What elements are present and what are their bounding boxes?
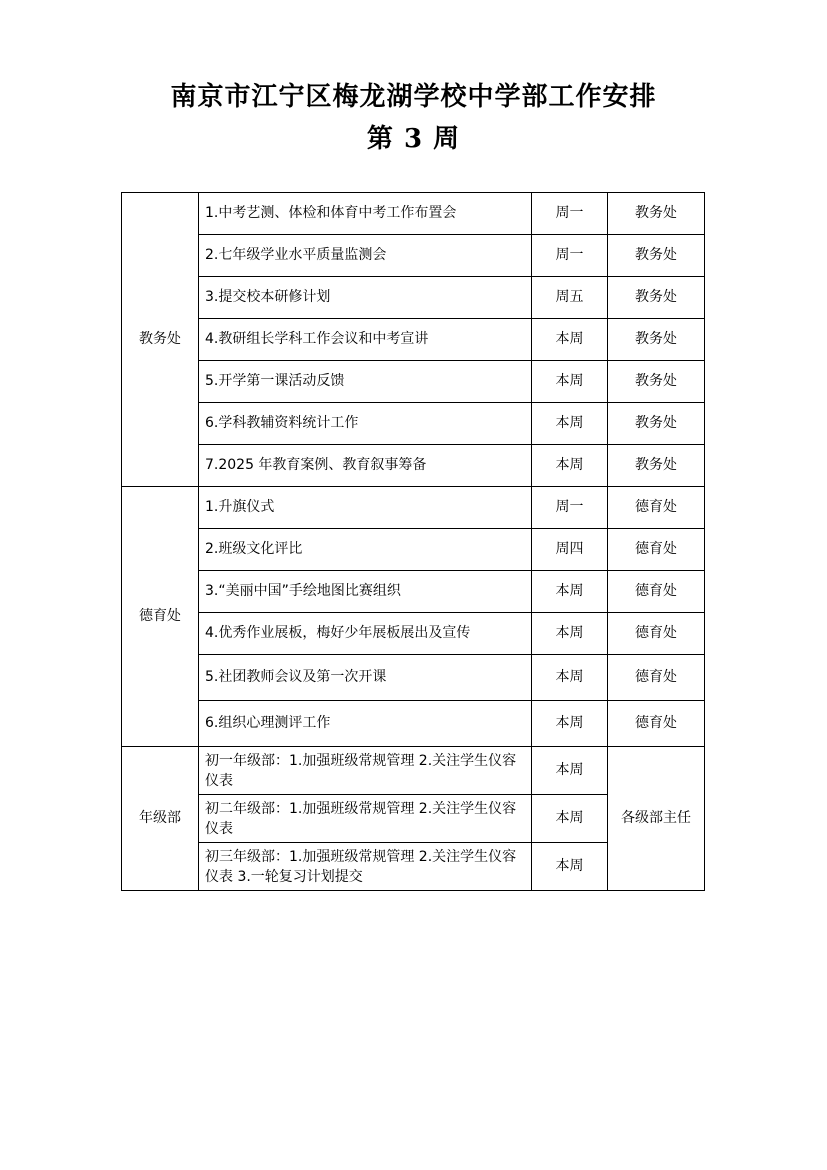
time-cell: 周一: [532, 193, 608, 235]
table-row: [122, 571, 705, 613]
time-cell: 周四: [532, 529, 608, 571]
task-cell: 初三年级部：1.加强班级常规管理 2.关注学生仪容仪表 3.一轮复习计划提交: [199, 843, 532, 891]
owner-cell: 教务处: [608, 193, 705, 235]
time-cell: 本周: [532, 795, 608, 843]
task-cell: 4.优秀作业展板，梅好少年展板展出及宣传: [199, 613, 532, 655]
owner-cell: 教务处: [608, 235, 705, 277]
table-row: [122, 701, 705, 747]
task-cell: 5.社团教师会议及第一次开课: [199, 655, 532, 701]
task-cell: 7.2025 年教育案例、教育叙事筹备: [199, 445, 532, 487]
table-row: [122, 747, 705, 795]
owner-cell: 教务处: [608, 361, 705, 403]
week-label: 第 3 周: [366, 124, 461, 154]
task-cell: 1.中考艺测、体检和体育中考工作布置会: [199, 193, 532, 235]
owner-cell-grade-leads: 各级部主任: [608, 747, 705, 891]
table-row: [122, 487, 705, 529]
section-label-jiaowu: 教务处: [122, 193, 199, 487]
time-cell: 周一: [532, 487, 608, 529]
owner-cell: 德育处: [608, 613, 705, 655]
owner-cell: 德育处: [608, 529, 705, 571]
table-row: [122, 655, 705, 701]
time-cell: 本周: [532, 445, 608, 487]
task-cell: 3.提交校本研修计划: [199, 277, 532, 319]
owner-cell: 教务处: [608, 403, 705, 445]
task-cell: 2.班级文化评比: [199, 529, 532, 571]
section-label-nianji: 年级部: [122, 747, 199, 891]
owner-cell: 德育处: [608, 487, 705, 529]
task-cell: 3.“美丽中国”手绘地图比赛组织: [199, 571, 532, 613]
table-row: [122, 361, 705, 403]
task-cell: 初二年级部：1.加强班级常规管理 2.关注学生仪容仪表: [199, 795, 532, 843]
task-cell: 初一年级部：1.加强班级常规管理 2.关注学生仪容仪表: [199, 747, 532, 795]
document-title: 南京市江宁区梅龙湖学校中学部工作安排: [170, 82, 657, 112]
time-cell: 本周: [532, 403, 608, 445]
table-row: [122, 613, 705, 655]
time-cell: 周一: [532, 235, 608, 277]
table-row: [122, 529, 705, 571]
time-cell: 本周: [532, 319, 608, 361]
owner-cell: 教务处: [608, 319, 705, 361]
schedule-table: [121, 192, 705, 891]
time-cell: 本周: [532, 843, 608, 891]
table-row: [122, 445, 705, 487]
time-cell: 本周: [532, 571, 608, 613]
task-cell: 6.学科教辅资料统计工作: [199, 403, 532, 445]
table-row: [122, 277, 705, 319]
time-cell: 本周: [532, 747, 608, 795]
table-row: [122, 403, 705, 445]
task-cell: 4.教研组长学科工作会议和中考宣讲: [199, 319, 532, 361]
time-cell: 本周: [532, 701, 608, 747]
owner-cell: 教务处: [608, 445, 705, 487]
task-cell: 1.升旗仪式: [199, 487, 532, 529]
table-row: [122, 235, 705, 277]
task-cell: 5.开学第一课活动反馈: [199, 361, 532, 403]
owner-cell: 德育处: [608, 701, 705, 747]
section-label-deyu: 德育处: [122, 487, 199, 747]
owner-cell: 教务处: [608, 277, 705, 319]
time-cell: 本周: [532, 613, 608, 655]
time-cell: 周五: [532, 277, 608, 319]
table-row: [122, 319, 705, 361]
task-cell: 6.组织心理测评工作: [199, 701, 532, 747]
owner-cell: 德育处: [608, 571, 705, 613]
owner-cell: 德育处: [608, 655, 705, 701]
table-row: [122, 193, 705, 235]
time-cell: 本周: [532, 361, 608, 403]
task-cell: 2.七年级学业水平质量监测会: [199, 235, 532, 277]
time-cell: 本周: [532, 655, 608, 701]
